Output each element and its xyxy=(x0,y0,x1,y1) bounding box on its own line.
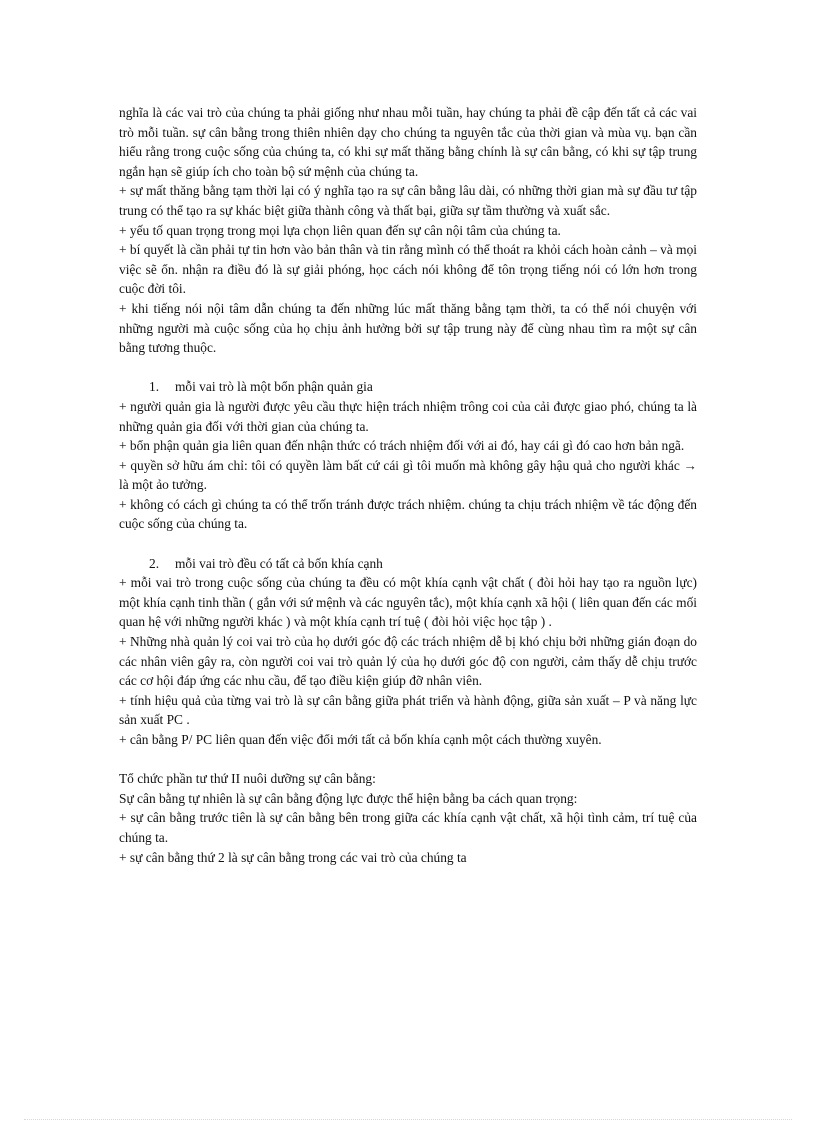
section-1-number: 1. xyxy=(149,379,160,395)
paragraph-gap xyxy=(119,358,697,378)
document-body xyxy=(119,103,697,867)
paragraph: + mỗi vai trò trong cuộc sống của chúng ta đều có một khía cạnh vật chất ( đòi hỏi hay tạo ra nguồn lực) một khía cạnh tinh thần ( gắn với sứ mệnh và các nguyên tắc), một khía cạnh xã hội ( liên quan đến các mối quan hệ với những người khác ) và một khía cạnh trí tuệ ( đòi hỏi việc học tập ) . xyxy=(119,575,697,630)
section-2-heading-text: mỗi vai trò đều có tất cả bốn khía cạnh xyxy=(175,555,383,571)
paragraph: + yếu tố quan trọng trong mọi lựa chọn liên quan đến sự cân nội tâm của chúng ta. xyxy=(119,222,561,238)
paragraph: nghĩa là các vai trò của chúng ta phải giống như nhau mỗi tuần, hay chúng ta phải đề cập đến tất cả các vai trò mỗi tuần. sự cân bằng trong thiên nhiên dạy cho chúng ta nguyên tắc của thời gian và mùa vụ. bạn cần hiểu rằng trong cuộc sống của chúng ta, có khi sự mất thăng bằng chính là sự cân bằng, có khi sự tập trung ngắn hạn sẽ giúp ích cho toàn bộ sứ mệnh của chúng ta. xyxy=(119,105,697,179)
paragraph: + cân bằng P/ PC liên quan đến việc đổi mới tất cả bốn khía cạnh một cách thường xuyên. xyxy=(119,732,602,747)
section-1-heading-text: mỗi vai trò là một bổn phận quản gia xyxy=(175,379,373,395)
paragraph: + sự cân bằng trước tiên là sự cân bằng bên trong giữa các khía cạnh vật chất, xã hội tình cảm, trí tuệ của chúng ta. xyxy=(119,810,697,845)
paragraph: + bí quyết là cần phải tự tin hơn vào bản thân và tin rằng mình có thể thoát ra khỏi cách hoàn cảnh – và mọi việc sẽ ổn. nhận ra điều đó là sự giải phóng, học cách nói không để tôn trọng tiếng nói có lớn hơn trong cuộc đời tôi. xyxy=(119,242,697,297)
paragraph: + khi tiếng nói nội tâm dẫn chúng ta đến những lúc mất thăng bằng tạm thời, ta có thể nói chuyện với những người mà cuộc sống của họ chịu ảnh hưởng bởi sự tập trung này để cùng nhau tìm ra một sự cân bằng tương thuộc. xyxy=(119,300,697,356)
paragraph: Sự cân bằng tự nhiên là sự cân bằng động lực được thể hiện bằng ba cách quan trọng: xyxy=(119,790,578,806)
section-2-heading xyxy=(119,554,697,574)
page-bottom-divider xyxy=(24,1119,792,1120)
section-1-heading xyxy=(119,377,697,397)
paragraph: + Những nhà quản lý coi vai trò của họ dưới góc độ các trách nhiệm dễ bị khó chịu bởi những gián đoạn do các nhân viên gây ra, còn người coi vai trò quản lý của họ dưới góc độ con người, cảm thấy dễ chịu trước các cơ hội đáp ứng các nhu cầu, để tạo điều kiện giúp đỡ nhân viên. xyxy=(119,634,697,689)
section-title: Tổ chức phần tư thứ II nuôi dưỡng sự cân bằng: xyxy=(119,771,376,787)
section-2-number: 2. xyxy=(149,555,160,571)
paragraph: + người quản gia là người được yêu cầu thực hiện trách nhiệm trông coi của cải được giao phó, chúng ta là những quản gia đối với thời gian của chúng ta. xyxy=(119,398,697,434)
paragraph-gap xyxy=(119,534,697,554)
paragraph: + tính hiệu quả của từng vai trò là sự cân bằng giữa phát triển và hành động, giữa sản xuất – P và năng lực sản xuất PC . xyxy=(119,692,697,728)
paragraph: + không có cách gì chúng ta có thể trốn tránh được trách nhiệm. chúng ta chịu trách nhiệm về tác động đến cuộc sống của chúng ta. xyxy=(119,496,697,532)
paragraph: + quyền sở hữu ám chỉ: tôi có quyền làm bất cứ cái gì tôi muốn mà không gây hậu quả cho người khác → là một ảo tưởng. xyxy=(119,457,697,493)
paragraph-gap xyxy=(119,750,697,770)
paragraph: + sự mất thăng bằng tạm thời lại có ý nghĩa tạo ra sự cân bằng lâu dài, có những thời gian mà sự đầu tư tập trung có thể tạo ra sự khác biệt giữa thành công và thất bại, giữa sự tầm thường và xuất sắc. xyxy=(119,183,697,218)
paragraph: + bổn phận quản gia liên quan đến nhận thức có trách nhiệm đối với ai đó, hay cái gì đó cao hơn bản ngã. xyxy=(119,438,685,454)
paragraph: + sự cân bằng thứ 2 là sự cân bằng trong các vai trò của chúng ta xyxy=(119,849,467,865)
